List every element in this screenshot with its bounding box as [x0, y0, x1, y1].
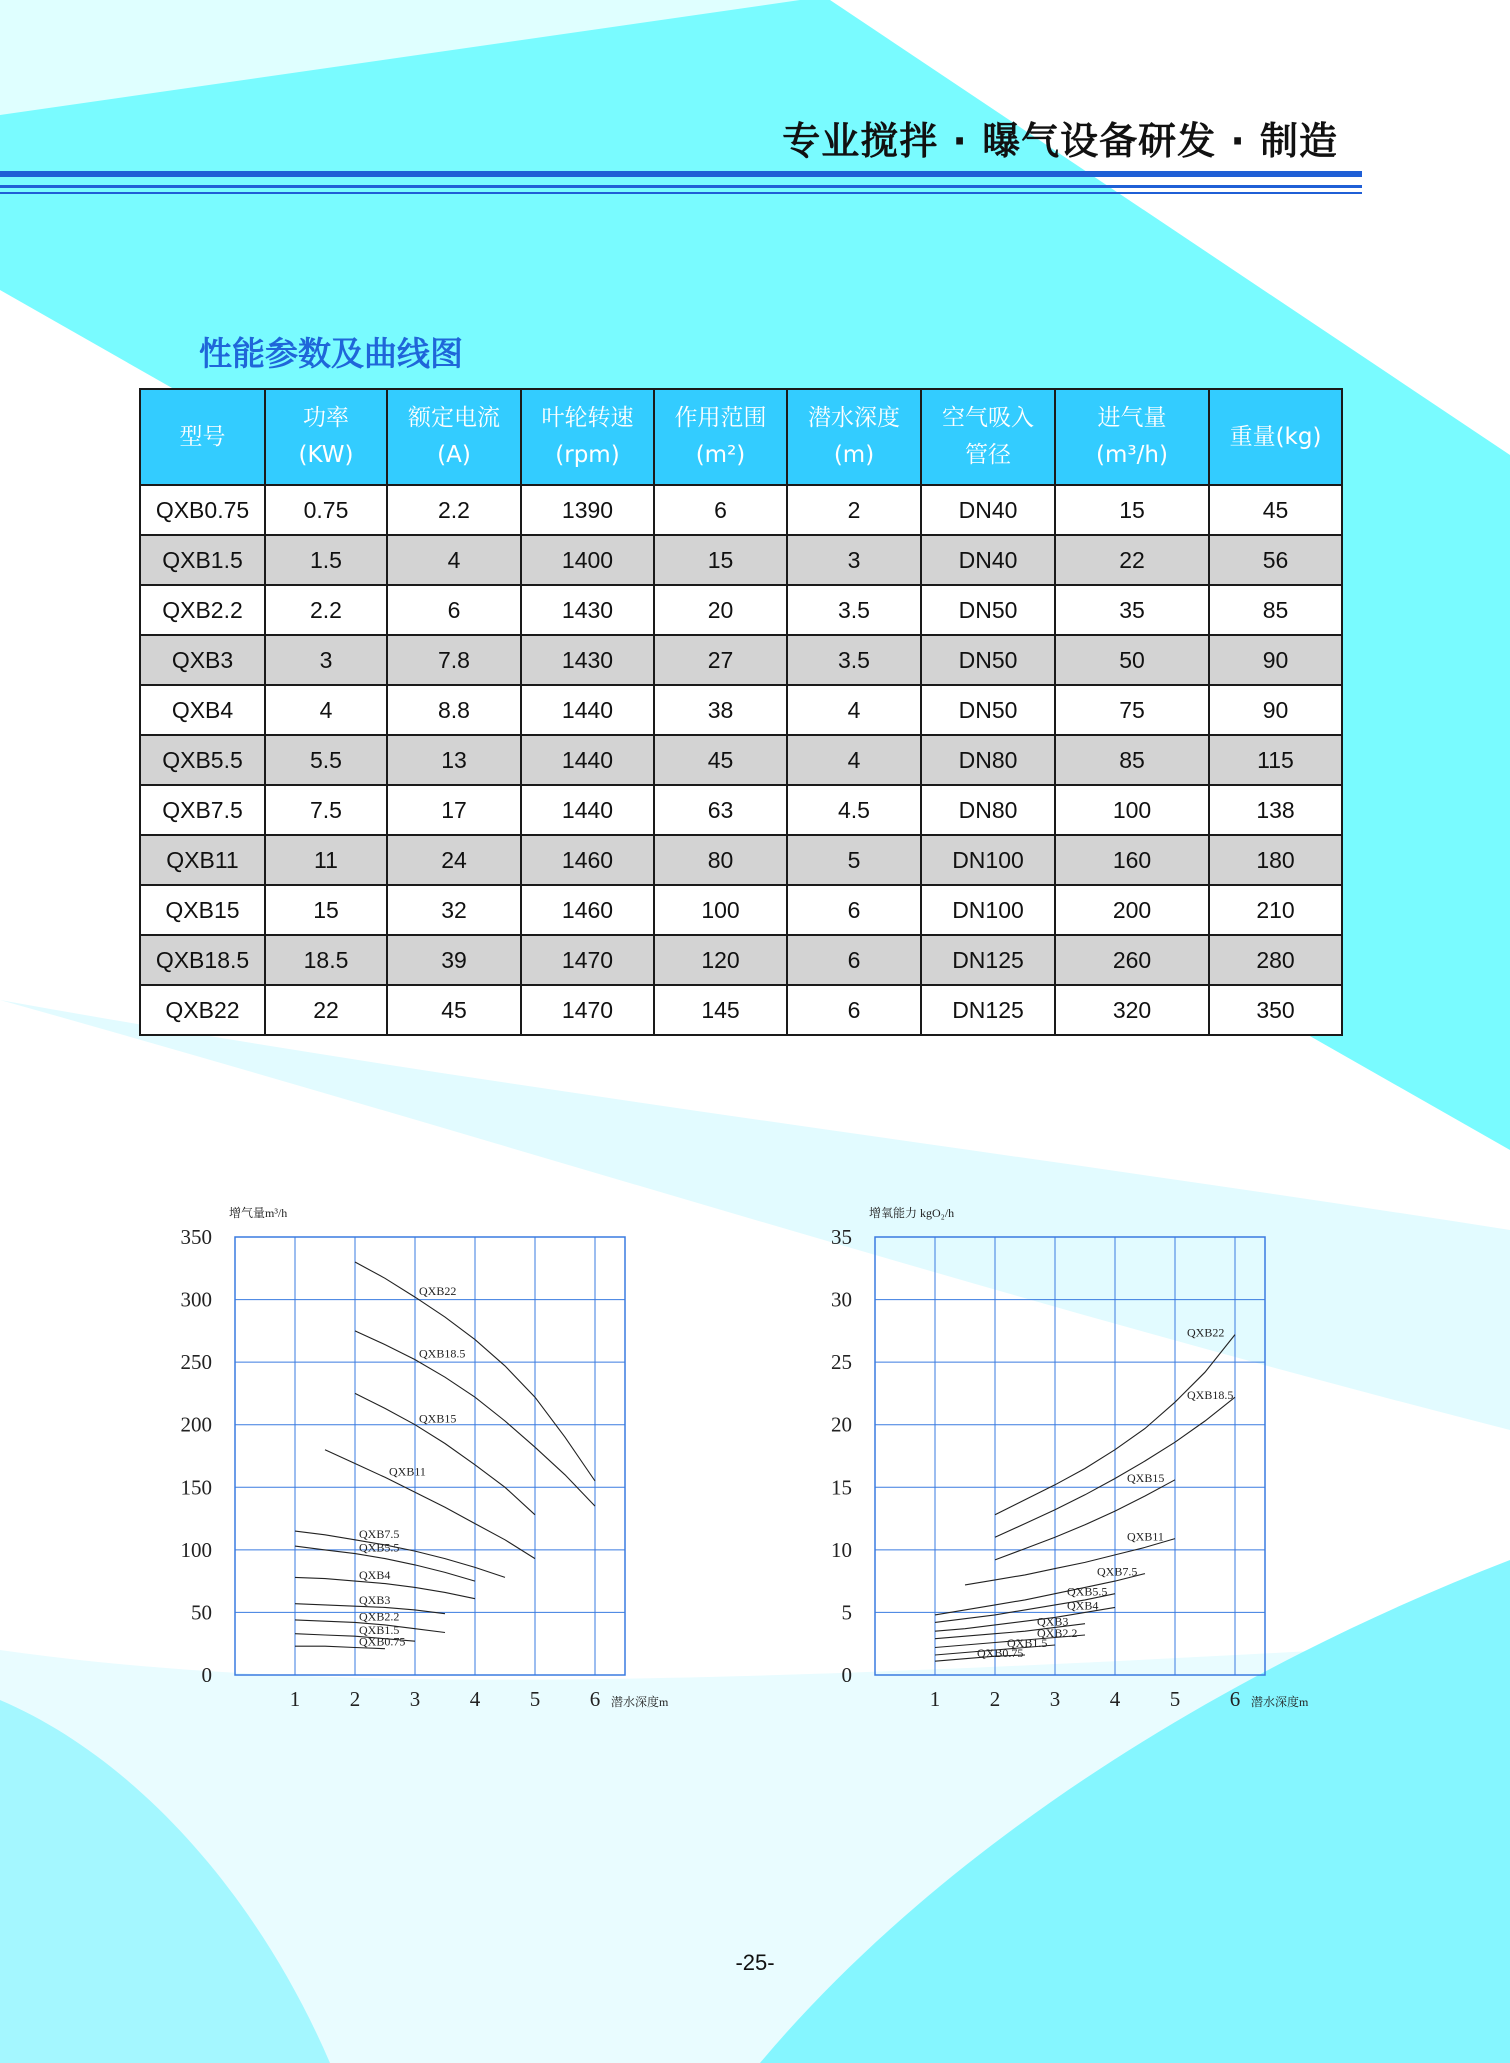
table-row [140, 985, 1342, 1035]
column-header-text: (KW) [298, 442, 354, 468]
column-header [1209, 389, 1342, 485]
series-label: QXB3 [1037, 1614, 1069, 1629]
table-cell: 32 [387, 885, 521, 935]
series-label: QXB2.2 [1037, 1625, 1078, 1640]
table-cell: 63 [654, 785, 787, 835]
table-cell: DN50 [921, 685, 1055, 735]
table-cell: 17 [387, 785, 521, 835]
table-cell: 38 [654, 685, 787, 735]
model-cell: QXB1.5 [140, 535, 265, 585]
table-cell: 115 [1209, 735, 1342, 785]
x-tick-label: 4 [1109, 1687, 1121, 1711]
table-cell: 1440 [521, 685, 654, 735]
table-row [140, 935, 1342, 985]
air-volume-chart [170, 1195, 690, 1760]
series-label: QXB4 [359, 1568, 391, 1583]
table-cell: DN40 [921, 485, 1055, 535]
header-title: 专业搅拌 · 曝气设备研发 · 制造 [782, 119, 1338, 163]
x-tick-label: 6 [1229, 1687, 1241, 1711]
table-cell: 2 [787, 485, 921, 535]
column-header-text: 管径 [965, 442, 1011, 468]
table-cell: DN100 [921, 885, 1055, 935]
table-cell: DN50 [921, 585, 1055, 635]
table-cell: 15 [265, 885, 387, 935]
table-row [140, 535, 1342, 585]
x-tick-label: 5 [1169, 1687, 1181, 1711]
table-cell: 2.2 [265, 585, 387, 635]
y-tick-label: 350 [180, 1225, 212, 1249]
table-cell: 1470 [521, 935, 654, 985]
column-header [921, 389, 1055, 485]
table-cell: DN40 [921, 535, 1055, 585]
model-cell: QXB15 [140, 885, 265, 935]
column-header [265, 389, 387, 485]
column-header-text: 潜水深度 [808, 405, 900, 431]
column-header-text: 重量(kg) [1229, 423, 1322, 450]
table-cell: 1430 [521, 585, 654, 635]
column-header-text: (m³/h) [1096, 442, 1168, 468]
column-header [654, 389, 787, 485]
table-cell: 24 [387, 835, 521, 885]
x-tick-label: 2 [989, 1687, 1001, 1711]
x-axis-label: 潜水深度m [1251, 1695, 1309, 1709]
x-tick-label: 2 [349, 1687, 361, 1711]
table-cell: DN125 [921, 985, 1055, 1035]
table-cell: 280 [1209, 935, 1342, 985]
series-label: QXB7.5 [359, 1526, 400, 1541]
column-header-text: (m²) [695, 442, 746, 468]
series-label: QXB3 [359, 1593, 391, 1608]
column-header-text: (rpm) [555, 442, 620, 468]
model-cell: QXB4 [140, 685, 265, 735]
model-cell: QXB3 [140, 635, 265, 685]
table-cell: 22 [1055, 535, 1209, 585]
y-tick-label: 250 [180, 1350, 212, 1375]
table-cell: 260 [1055, 935, 1209, 985]
table-cell: 350 [1209, 985, 1342, 1035]
table-cell: 1470 [521, 985, 654, 1035]
series-label: QXB15 [1127, 1470, 1165, 1485]
model-cell: QXB22 [140, 985, 265, 1035]
y-axis-label: 增氧能力 kgO₂/h [869, 1206, 955, 1220]
header-rule-thin [0, 185, 1362, 188]
series-label: QXB22 [1187, 1325, 1225, 1340]
column-header-text: 额定电流 [408, 405, 500, 431]
table-cell: 22 [265, 985, 387, 1035]
y-tick-label: 0 [841, 1663, 852, 1687]
table-cell: 4 [787, 735, 921, 785]
table-row [140, 885, 1342, 935]
y-tick-label: 20 [831, 1412, 852, 1437]
table-cell: DN80 [921, 735, 1055, 785]
page-number: -25- [735, 1950, 775, 1975]
series-label: QXB18.5 [1187, 1388, 1234, 1403]
y-tick-label: 10 [831, 1537, 852, 1562]
series-label: QXB5.5 [359, 1540, 400, 1555]
table-row [140, 785, 1342, 835]
spec-table [139, 388, 1343, 1036]
table-row [140, 835, 1342, 885]
table-cell: 45 [387, 985, 521, 1035]
table-row [140, 685, 1342, 735]
table-cell: 6 [787, 885, 921, 935]
model-cell: QXB5.5 [140, 735, 265, 785]
plot-frame [235, 1237, 625, 1675]
table-cell: 1460 [521, 885, 654, 935]
y-tick-label: 300 [180, 1287, 212, 1312]
table-cell: 6 [787, 935, 921, 985]
table-cell: 45 [1209, 485, 1342, 535]
column-header-text: 功率 [303, 405, 349, 431]
table-cell: 90 [1209, 635, 1342, 685]
y-tick-label: 15 [831, 1475, 852, 1500]
table-cell: 80 [654, 835, 787, 885]
series-label: QXB11 [1127, 1529, 1164, 1544]
table-cell: 3.5 [787, 585, 921, 635]
table-cell: 85 [1055, 735, 1209, 785]
table-cell: 7.5 [265, 785, 387, 835]
table-cell: 13 [387, 735, 521, 785]
column-header [787, 389, 921, 485]
table-cell: 2.2 [387, 485, 521, 535]
table-cell: DN100 [921, 835, 1055, 885]
table-cell: 5.5 [265, 735, 387, 785]
column-header-text: 叶轮转速 [541, 405, 634, 431]
table-cell: 180 [1209, 835, 1342, 885]
series-line [995, 1480, 1175, 1560]
x-tick-label: 6 [589, 1687, 601, 1711]
series-label: QXB18.5 [419, 1346, 466, 1361]
x-tick-label: 3 [1049, 1687, 1061, 1711]
y-tick-label: 200 [180, 1412, 212, 1437]
series-label: QXB0.75 [977, 1645, 1024, 1660]
model-cell: QXB2.2 [140, 585, 265, 635]
series-label: QXB0.75 [359, 1634, 406, 1649]
table-cell: 1440 [521, 735, 654, 785]
y-tick-label: 50 [191, 1600, 212, 1625]
series-line [965, 1539, 1175, 1585]
model-cell: QXB18.5 [140, 935, 265, 985]
column-header-text: 进气量 [1097, 405, 1167, 431]
series-line [325, 1450, 535, 1559]
table-cell: 160 [1055, 835, 1209, 885]
table-cell: 50 [1055, 635, 1209, 685]
y-tick-label: 0 [201, 1663, 212, 1687]
table-cell: 200 [1055, 885, 1209, 935]
table-row [140, 735, 1342, 785]
table-cell: 56 [1209, 535, 1342, 585]
table-cell: 120 [654, 935, 787, 985]
y-tick-label: 35 [831, 1225, 852, 1249]
table-cell: 4.5 [787, 785, 921, 835]
table-cell: 20 [654, 585, 787, 635]
series-label: QXB15 [419, 1411, 457, 1426]
header-rule-thin-2 [0, 192, 1362, 194]
column-header-text: 型号 [179, 423, 226, 450]
x-tick-label: 4 [469, 1687, 481, 1711]
table-cell: 35 [1055, 585, 1209, 635]
table-cell: 85 [1209, 585, 1342, 635]
table-cell: 3.5 [787, 635, 921, 685]
table-cell: DN80 [921, 785, 1055, 835]
table-cell: 27 [654, 635, 787, 685]
table-cell: 6 [654, 485, 787, 535]
table-cell: 6 [787, 985, 921, 1035]
table-cell: 4 [265, 685, 387, 735]
series-label: QXB5.5 [1067, 1584, 1108, 1599]
model-cell: QXB11 [140, 835, 265, 885]
table-cell: 100 [1055, 785, 1209, 835]
column-header [1055, 389, 1209, 485]
x-tick-label: 3 [409, 1687, 421, 1711]
table-cell: 210 [1209, 885, 1342, 935]
table-cell: 100 [654, 885, 787, 935]
y-tick-label: 5 [841, 1600, 852, 1625]
table-cell: 3 [787, 535, 921, 585]
x-axis-label: 潜水深度m [611, 1695, 669, 1709]
table-cell: 1.5 [265, 535, 387, 585]
y-tick-label: 25 [831, 1350, 852, 1375]
y-tick-label: 100 [180, 1537, 212, 1562]
model-cell: QXB7.5 [140, 785, 265, 835]
y-axis-label: 增气量m³/h [229, 1206, 288, 1220]
table-cell: 0.75 [265, 485, 387, 535]
series-label: QXB1.5 [1007, 1635, 1048, 1650]
series-label: QXB4 [1067, 1598, 1099, 1613]
x-tick-label: 5 [529, 1687, 541, 1711]
y-tick-label: 150 [180, 1475, 212, 1500]
table-cell: 45 [654, 735, 787, 785]
column-header [140, 389, 265, 485]
column-header [521, 389, 654, 485]
table-cell: 4 [387, 535, 521, 585]
table-cell: 1430 [521, 635, 654, 685]
series-label: QXB7.5 [1097, 1564, 1138, 1579]
table-cell: 8.8 [387, 685, 521, 735]
x-tick-label: 1 [929, 1687, 941, 1711]
table-cell: 6 [387, 585, 521, 635]
table-cell: 75 [1055, 685, 1209, 735]
header-rule-thick [0, 171, 1362, 177]
section-title: 性能参数及曲线图 [199, 334, 463, 373]
x-tick-label: 1 [289, 1687, 301, 1711]
table-cell: DN125 [921, 935, 1055, 985]
table-cell: 39 [387, 935, 521, 985]
column-header-text: 作用范围 [674, 405, 767, 431]
table-cell: DN50 [921, 635, 1055, 685]
table-row [140, 635, 1342, 685]
y-tick-label: 30 [831, 1287, 852, 1312]
model-cell: QXB0.75 [140, 485, 265, 535]
table-row [140, 485, 1342, 535]
table-cell: 1390 [521, 485, 654, 535]
table-header-row [140, 389, 1342, 485]
table-cell: 1440 [521, 785, 654, 835]
table-cell: 145 [654, 985, 787, 1035]
table-cell: 90 [1209, 685, 1342, 735]
column-header-text: (A) [437, 442, 471, 468]
table-cell: 1460 [521, 835, 654, 885]
oxygen-capacity-chart [810, 1195, 1330, 1760]
series-label: QXB22 [419, 1284, 457, 1299]
table-cell: 5 [787, 835, 921, 885]
column-header-text: (m) [833, 442, 875, 468]
series-label: QXB2.2 [359, 1609, 400, 1624]
table-cell: 7.8 [387, 635, 521, 685]
table-cell: 320 [1055, 985, 1209, 1035]
table-cell: 11 [265, 835, 387, 885]
table-cell: 138 [1209, 785, 1342, 835]
table-cell: 4 [787, 685, 921, 735]
table-cell: 1400 [521, 535, 654, 585]
table-row [140, 585, 1342, 635]
series-label: QXB1.5 [359, 1623, 400, 1638]
table-cell: 15 [654, 535, 787, 585]
table-cell: 15 [1055, 485, 1209, 535]
table-cell: 3 [265, 635, 387, 685]
series-line [295, 1531, 505, 1577]
table-cell: 18.5 [265, 935, 387, 985]
series-label: QXB11 [389, 1464, 426, 1479]
column-header [387, 389, 521, 485]
column-header-text: 空气吸入 [942, 405, 1034, 431]
